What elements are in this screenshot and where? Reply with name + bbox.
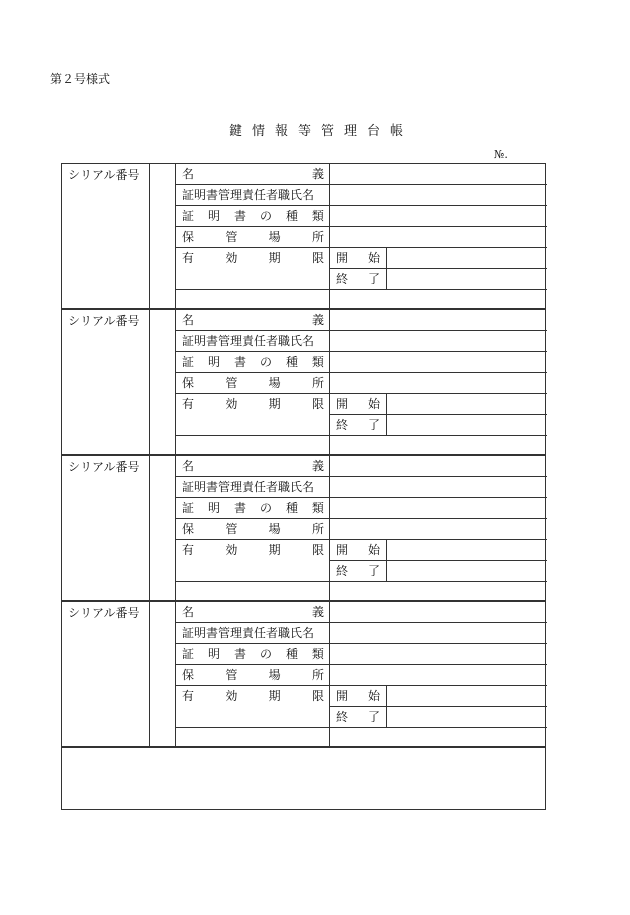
cert-type-value[interactable] — [330, 498, 547, 519]
end-value[interactable] — [387, 707, 547, 728]
manager-label: 証明書管理責任者職氏名 — [176, 331, 330, 352]
manager-label: 証明書管理責任者職氏名 — [176, 185, 330, 206]
manager-value[interactable] — [330, 477, 547, 498]
notes-area[interactable] — [61, 747, 546, 810]
end-label: 終 了 — [330, 415, 387, 436]
number-label: №. — [494, 148, 508, 161]
start-value[interactable] — [387, 686, 547, 707]
serial-number-value[interactable] — [150, 310, 176, 456]
start-label: 開 始 — [330, 394, 387, 415]
manager-label: 証明書管理責任者職氏名 — [176, 477, 330, 498]
ledger-entry — [61, 455, 546, 601]
storage-label: 保 管 場 所 — [176, 227, 330, 248]
serial-number-value[interactable] — [150, 164, 176, 310]
end-value[interactable] — [387, 269, 547, 290]
start-label: 開 始 — [330, 686, 387, 707]
storage-label: 保 管 場 所 — [176, 665, 330, 686]
storage-label: 保 管 場 所 — [176, 519, 330, 540]
name-value[interactable] — [330, 164, 547, 185]
serial-number-value[interactable] — [150, 602, 176, 748]
manager-value[interactable] — [330, 185, 547, 206]
cert-type-label: 証 明 書 の 種 類 — [176, 206, 330, 227]
remarks-right-cell[interactable] — [330, 290, 547, 310]
cert-type-label: 証 明 書 の 種 類 — [176, 498, 330, 519]
start-value[interactable] — [387, 394, 547, 415]
cert-type-value[interactable] — [330, 644, 547, 665]
storage-label: 保 管 場 所 — [176, 373, 330, 394]
start-label: 開 始 — [330, 248, 387, 269]
cert-type-value[interactable] — [330, 352, 547, 373]
end-label: 終 了 — [330, 707, 387, 728]
serial-number-label: シリアル番号 — [62, 164, 150, 310]
ledger-entry — [61, 309, 546, 455]
validity-label: 有 効 期 限 — [176, 686, 330, 707]
remarks-left-cell[interactable] — [176, 728, 330, 748]
remarks-left-cell[interactable] — [176, 582, 330, 602]
manager-value[interactable] — [330, 623, 547, 644]
serial-number-value[interactable] — [150, 456, 176, 602]
serial-number-label: シリアル番号 — [62, 310, 150, 456]
remarks-right-cell[interactable] — [330, 728, 547, 748]
validity-label: 有 効 期 限 — [176, 248, 330, 269]
remarks-right-cell[interactable] — [330, 582, 547, 602]
start-value[interactable] — [387, 248, 547, 269]
end-value[interactable] — [387, 561, 547, 582]
cert-type-label: 証 明 書 の 種 類 — [176, 644, 330, 665]
cert-type-value[interactable] — [330, 206, 547, 227]
serial-number-label: シリアル番号 — [62, 456, 150, 602]
storage-value[interactable] — [330, 665, 547, 686]
ledger-entry — [61, 601, 546, 747]
end-label: 終 了 — [330, 561, 387, 582]
name-label: 名 義 — [176, 310, 330, 331]
name-value[interactable] — [330, 602, 547, 623]
serial-number-label: シリアル番号 — [62, 602, 150, 748]
manager-value[interactable] — [330, 331, 547, 352]
end-label: 終 了 — [330, 269, 387, 290]
start-label: 開 始 — [330, 540, 387, 561]
name-label: 名 義 — [176, 164, 330, 185]
name-value[interactable] — [330, 310, 547, 331]
document-title: 鍵情報等管理台帳 — [228, 124, 413, 139]
manager-label: 証明書管理責任者職氏名 — [176, 623, 330, 644]
end-value[interactable] — [387, 415, 547, 436]
ledger-entry — [61, 163, 546, 309]
start-value[interactable] — [387, 540, 547, 561]
storage-value[interactable] — [330, 519, 547, 540]
cert-type-label: 証 明 書 の 種 類 — [176, 352, 330, 373]
form-number-label: 第２号様式 — [50, 72, 111, 86]
validity-label: 有 効 期 限 — [176, 394, 330, 415]
storage-value[interactable] — [330, 373, 547, 394]
name-label: 名 義 — [176, 456, 330, 477]
name-value[interactable] — [330, 456, 547, 477]
name-label: 名 義 — [176, 602, 330, 623]
remarks-left-cell[interactable] — [176, 436, 330, 456]
validity-label: 有 効 期 限 — [176, 540, 330, 561]
storage-value[interactable] — [330, 227, 547, 248]
remarks-right-cell[interactable] — [330, 436, 547, 456]
key-info-ledger-table — [61, 163, 546, 810]
remarks-left-cell[interactable] — [176, 290, 330, 310]
